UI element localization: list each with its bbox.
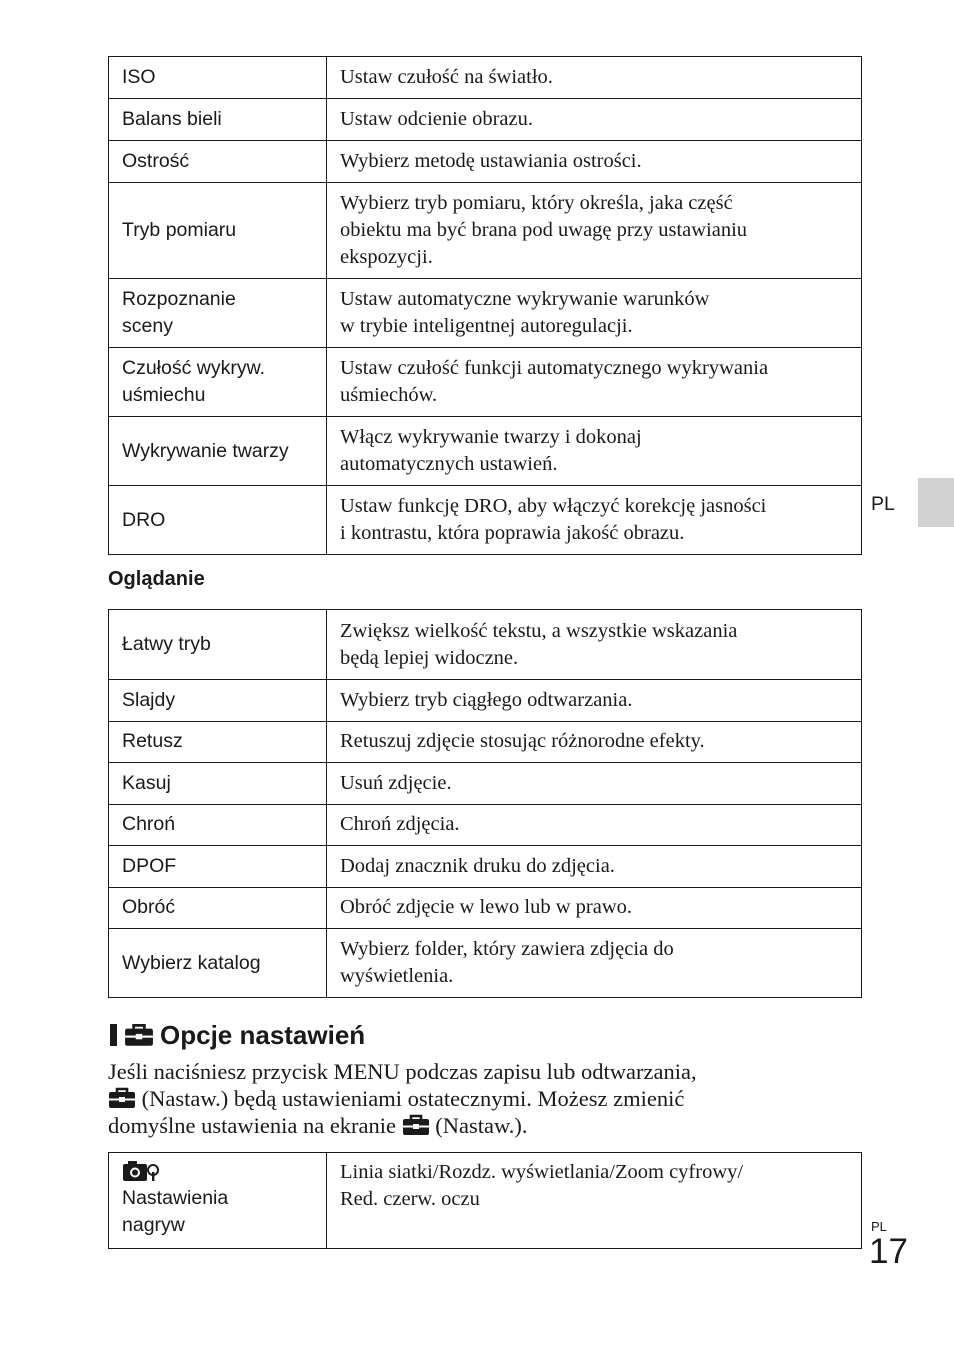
language-label: PL [871, 493, 895, 515]
table-row [109, 348, 862, 417]
viewing-heading: Oglądanie [108, 568, 205, 590]
row-label: Czułość wykryw. uśmiechu [109, 348, 327, 417]
table-row [109, 57, 862, 99]
row-description: Ustaw funkcję DRO, aby włączyć korekcję jasności i kontrastu, która poprawia jakość obrazu. [327, 486, 862, 555]
toolbox-icon [402, 1114, 430, 1136]
section-title: Opcje nastawień [160, 1019, 366, 1050]
table-row [109, 279, 862, 348]
table-row [109, 183, 862, 279]
row-description: Retuszuj zdjęcie stosując różnorodne efekty. [327, 721, 862, 763]
row-label: Kasuj [109, 763, 327, 805]
table-row [109, 804, 862, 846]
toolbox-icon [108, 1087, 136, 1109]
row-description: Wybierz tryb pomiaru, który określa, jaka część obiektu ma być brana pod uwagę przy ustawianiu ekspozycji. [327, 183, 862, 279]
row-label: Tryb pomiaru [109, 183, 327, 279]
table-row [109, 1153, 862, 1249]
table-row [109, 417, 862, 486]
page-number: 17 [869, 1232, 908, 1271]
paragraph-text: (Nastaw.) będą ustawieniami ostatecznymi. Możesz zmienić [141, 1086, 685, 1111]
table-row [109, 929, 862, 998]
table-row [109, 887, 862, 929]
row-label: DPOF [109, 846, 327, 888]
row-label: Wykrywanie twarzy [109, 417, 327, 486]
row-label: Wybierz katalog [109, 929, 327, 998]
table-row [109, 721, 862, 763]
table-row [109, 763, 862, 805]
row-description: Chroń zdjęcia. [327, 804, 862, 846]
row-description: Ustaw automatyczne wykrywanie warunków w trybie inteligentnej autoregulacji. [327, 279, 862, 348]
paragraph-text: Jeśli naciśniesz przycisk MENU podczas zapisu lub odtwarzania, [108, 1059, 697, 1084]
table-row [109, 486, 862, 555]
row-label: Retusz [109, 721, 327, 763]
table-row [109, 846, 862, 888]
row-label: Chroń [109, 804, 327, 846]
row-description: Dodaj znacznik druku do zdjęcia. [327, 846, 862, 888]
camera-settings-icon [122, 1159, 160, 1183]
language-side-tab [918, 478, 954, 527]
paragraph-text: domyślne ustawienia na ekranie [108, 1113, 397, 1138]
row-description: Wybierz metodę ustawiania ostrości. [327, 141, 862, 183]
row-description: Usuń zdjęcie. [327, 763, 862, 805]
row-label: ISO [109, 57, 327, 99]
paragraph-text: (Nastaw.). [435, 1113, 528, 1138]
viewing-settings-table [108, 609, 862, 998]
shooting-settings-table [108, 56, 862, 555]
row-label: Rozpoznanie sceny [109, 279, 327, 348]
row-label: Łatwy tryb [109, 610, 327, 680]
row-description: Wybierz folder, który zawiera zdjęcia do wyświetlenia. [327, 929, 862, 998]
row-label: Nastawienia nagryw [122, 1187, 229, 1236]
general-settings-table [108, 1152, 862, 1249]
row-description: Zwiększ wielkość tekstu, a wszystkie wskazania będą lepiej widoczne. [327, 610, 862, 680]
row-label-cell [109, 1153, 327, 1249]
row-description: Ustaw odcienie obrazu. [327, 99, 862, 141]
row-label: DRO [109, 486, 327, 555]
row-description: Ustaw czułość na światło. [327, 57, 862, 99]
toolbox-icon [124, 1023, 154, 1047]
row-label: Ostrość [109, 141, 327, 183]
section-marker [110, 1024, 117, 1046]
section-heading [110, 1017, 365, 1053]
table-row [109, 99, 862, 141]
row-label: Obróć [109, 887, 327, 929]
section-paragraph [108, 1058, 808, 1139]
table-row [109, 141, 862, 183]
table-row [109, 680, 862, 722]
row-description: Wybierz tryb ciągłego odtwarzania. [327, 680, 862, 722]
row-label: Slajdy [109, 680, 327, 722]
row-description: Ustaw czułość funkcji automatycznego wykrywania uśmiechów. [327, 348, 862, 417]
row-description: Włącz wykrywanie twarzy i dokonaj automatycznych ustawień. [327, 417, 862, 486]
row-description: Linia siatki/Rozdz. wyświetlania/Zoom cyfrowy/ Red. czerw. oczu [327, 1153, 862, 1249]
row-description: Obróć zdjęcie w lewo lub w prawo. [327, 887, 862, 929]
page-language-label: PL [871, 1219, 887, 1234]
row-label: Balans bieli [109, 99, 327, 141]
table-row [109, 610, 862, 680]
